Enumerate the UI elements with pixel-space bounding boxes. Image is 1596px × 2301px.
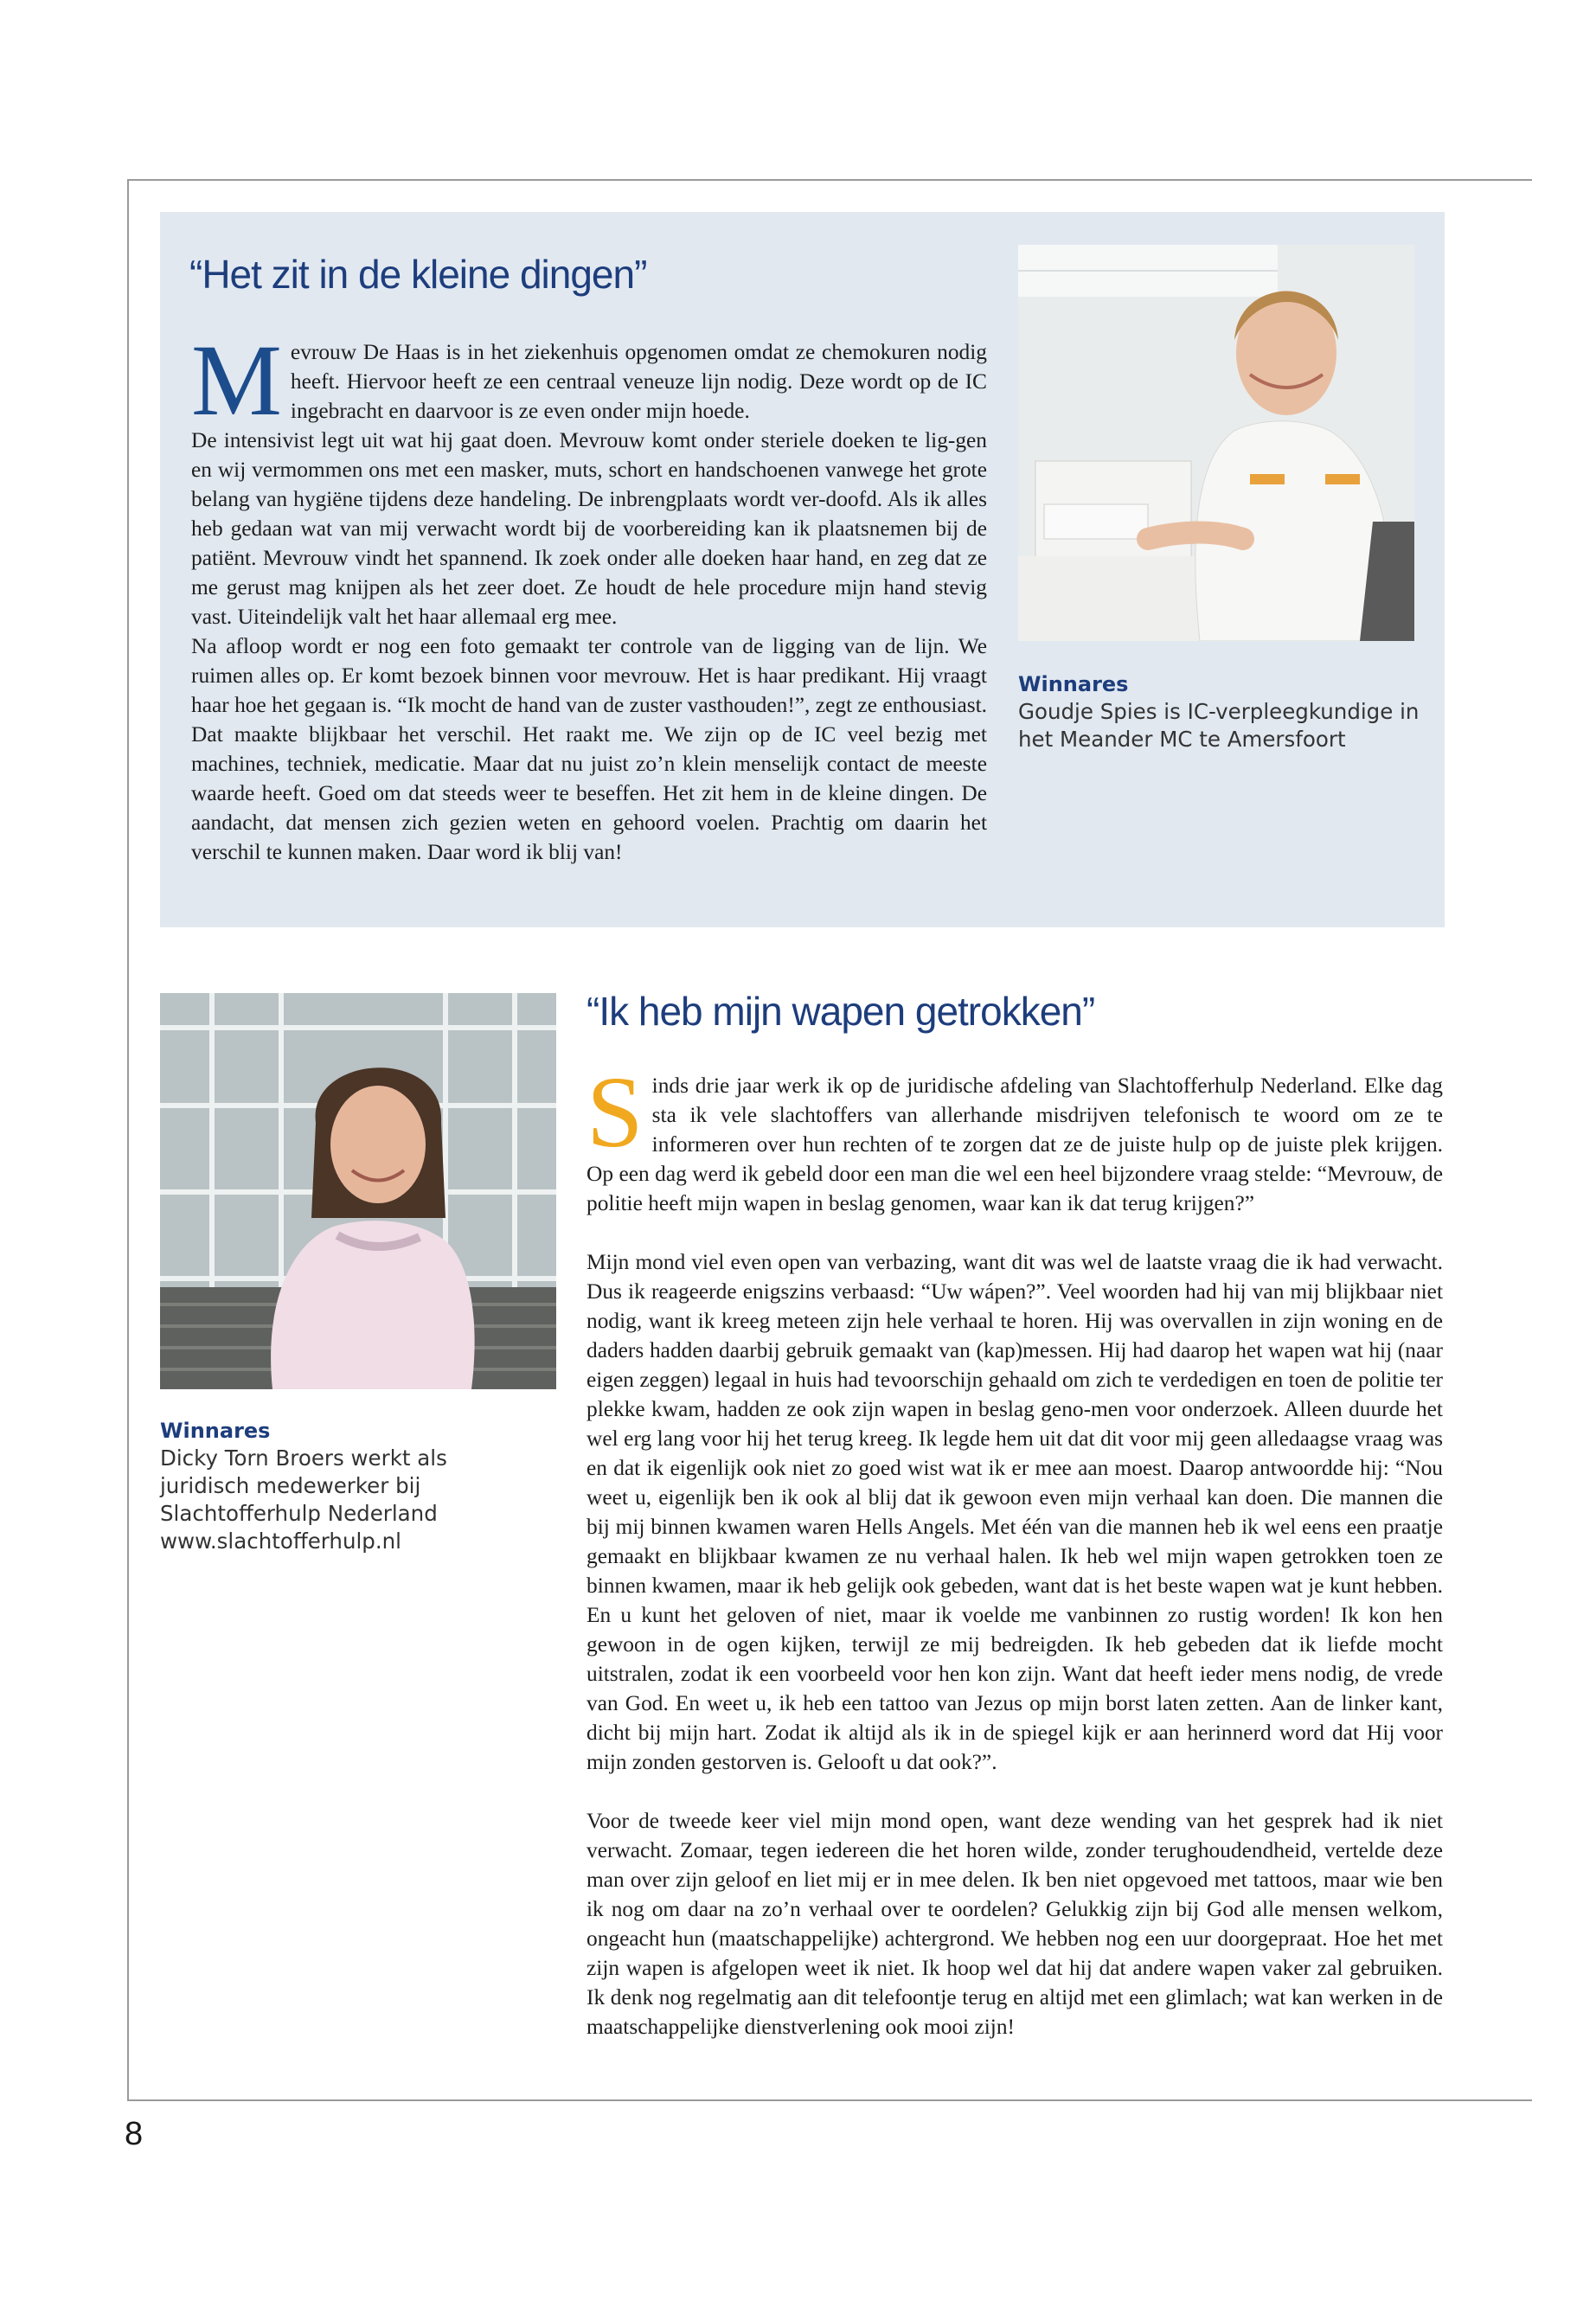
caption-text: Dicky Torn Broers werkt als juridisch medewerker bij Slachtofferhulp Nederland www.slachtofferhulp.nl xyxy=(160,1445,447,1554)
frame-left-rule xyxy=(127,179,129,2100)
article-2-lead-paragraph xyxy=(586,1055,1443,1218)
article-1-lead-text: evrouw De Haas is in het ziekenhuis opgenomen omdat ze chemokuren nodig heeft. Hiervoor heeft ze een centraal veneuze lijn nodig. Deze wordt op de IC ingebracht en daarvoor is ze even onder mijn hoede. xyxy=(290,340,987,423)
article-1-paragraph: De intensivist legt uit wat hij gaat doen. Mevrouw komt onder steriele doeken te lig-gen en wij vermommen ons met een masker, muts, schort en handschoenen vanwege het grote belang van hygiëne tijdens deze handeling. De inbrengplaats wordt ver-doofd. Als ik alles heb gedaan wat van mij verwacht wordt bij de voorbereiding kan ik plaatsnemen bij de patiënt. Mevrouw vindt het spannend. Ik zoek onder alle doeken haar hand, en zeg dat ze me gerust mag knijpen als het zeer doet. Ze houdt de hele procedure mijn hand stevig vast. Uiteindelijk valt het haar allemaal erg mee. xyxy=(191,428,987,629)
caption-heading: Winnares xyxy=(160,1419,271,1443)
article-1-lead-paragraph xyxy=(191,324,987,437)
page-number: 8 xyxy=(125,2116,144,2152)
article-1-caption xyxy=(1018,670,1451,753)
article-2-paragraph: Mijn mond viel even open van verbazing, want dit was wel de laatste vraag die ik had verwacht. Dus ik reageerde enigszins verbaasd: “Uw wápen?”. Veel woorden had hij van mij blijkbaar niet nodig, want ik kreeg meteen zijn hele verhaal te horen. Hij was overvallen in zijn woning en de daders hadden daarbij gebruik gemaakt van (kap)messen. Hij had daarop het wapen wat hij (naar eigen zeggen) legaal in huis had tevoorschijn gehaald om zich te verdedigen en toen de politie ter plekke kwam, hadden ze ook zijn wapen in beslag geno-men voor onderzoek. Alleen duurde het wel erg lang voor hij het terug kreeg. Ik legde hem uit dat dit voor mij geen alledaagse vraag was en dat ik eigenlijk ook niet zo goed wist wat ik er mee aan moest. Daarop antwoordde hij: “Nou weet u, eigenlijk ben ik ook al blij dat ik gewoon even mijn verhaal kan doen. Die mannen die bij mij binnen kwamen waren Hells Angels. Met één van die mannen heb ik wel eens een praatje gemaakt en blijkbaar kwamen ze nu verhaal halen. Ik heb wel mijn wapen getrokken toen ze binnen kwamen, maar ik heb gelijk ook gebeden, want dat is het beste wapen wat je kunt hebben. En u kunt het geloven of niet, maar ik voelde me vanbinnen zo rustig worden! Ik kon hen gewoon in de ogen kijken, terwijl ze mij bedreigden. Ik heb gebeden dat ik liefde mocht uitstralen, zodat ik een voorbeeld voor hen kon zijn. Want dat heeft ieder mens nodig, de vrede van God. En weet u, ik heb een tattoo van Jezus op mijn borst laten zetten. Aan de linker kant, dicht bij mijn hart. Zodat ik altijd als ik in de spiegel kijk er aan herinnerd word dat Hij voor mijn zonden gestorven is. Gelooft u dat ook?”. xyxy=(586,1250,1443,1774)
nurse-portrait-illustration xyxy=(1018,245,1414,641)
article-2-caption xyxy=(160,1417,541,1555)
article-1-paragraph: Na afloop wordt er nog een foto gemaakt ter controle van de ligging van de lijn. We ruimen alles op. Er komt bezoek binnen voor mevrouw. Het is haar predikant. Hij vraagt haar hoe het gegaan is. “Ik mocht de hand van de zuster vasthouden!”, zegt ze enthousiast. Dat maakte blijkbaar het verschil. Het raakt me. We zijn op de IC veel bezig met machines, techniek, medicatie. Maar dat nu juist zo’n klein menselijk contact de meeste waarde heeft. Goed om dat steeds weer te beseffen. Het zit hem in de kleine dingen. De aandacht, dat mensen zich gezien weten en gehoord voelen. Prachtig om daarin het verschil te kunnen maken. Daar word ik blij van! xyxy=(191,634,987,864)
legal-worker-portrait-photo xyxy=(160,993,556,1389)
article-1-drop-cap: M xyxy=(191,324,282,437)
article-2-body xyxy=(586,1055,1443,2041)
article-2-lead-text: inds drie jaar werk ik op de juridische afdeling van Slachtofferhulp Nederland. Elke dag sta ik vele slachtoffers van allerhande misdrijven telefonisch te woord om ze te informeren over hun rechten of te zorgen dat ze de juiste hulp op de juiste plek krijgen. Op een dag werd ik gebeld door een man die wel een heel bijzondere vraag stelde: “Mevrouw, de politie heeft mijn wapen in beslag genomen, waar kan ik dat terug krijgen?” xyxy=(586,1074,1443,1215)
caption-heading: Winnares xyxy=(1018,672,1129,696)
article-1-body xyxy=(191,324,987,867)
frame-bottom-rule xyxy=(127,2099,1532,2101)
article-2-drop-cap: S xyxy=(586,1055,644,1169)
article-2-title: “Ik heb mijn wapen getrokken” xyxy=(586,989,1095,1034)
article-2-paragraph: Voor de tweede keer viel mijn mond open, want deze wending van het gesprek had ik niet verwacht. Zomaar, tegen iedereen die het horen wilde, zonder terughoudendheid, vertelde deze man over zijn geloof en liet mij er in mee delen. Ik ben niet opgevoed met tattoos, maar wie ben ik nog om daar na zo’n verhaal over te oordelen? Gelukkig zijn bij God alle mensen welkom, ongeacht hun (maatschappelijke) achtergrond. We hebben nog een uur doorgepraat. Hoe het met zijn wapen is afgelopen weet ik niet. Ik hoop wel dat hij dat andere wapen vaker zal gebruiken. Ik denk nog regelmatig aan dit telefoontje terug en altijd met een glimlach; wat kan werken in de maatschappelijke dienstverlening ook mooi zijn! xyxy=(586,1809,1443,2039)
nurse-portrait-photo xyxy=(1018,245,1414,641)
caption-text: Goudje Spies is IC-verpleegkundige in het Meander MC te Amersfoort xyxy=(1018,699,1420,752)
article-1-title: “Het zit in de kleine dingen” xyxy=(189,252,647,297)
frame-top-rule xyxy=(127,179,1532,181)
legal-worker-portrait-illustration xyxy=(160,993,556,1389)
